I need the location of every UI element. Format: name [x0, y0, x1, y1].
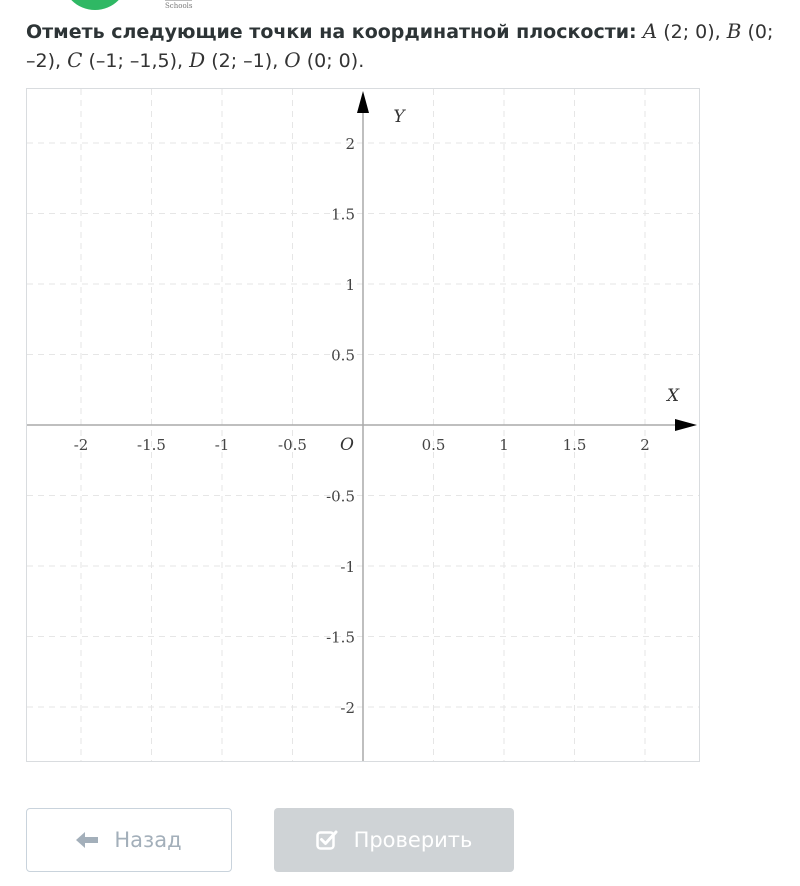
coordinate-plane[interactable]	[26, 88, 700, 762]
y-tick-label: 0.5	[331, 346, 355, 365]
back-button[interactable]	[26, 808, 232, 872]
x-tick-label: 1.5	[562, 436, 587, 454]
check-button-label: Проверить	[353, 828, 473, 852]
task-point-o: O (0; 0)	[284, 48, 359, 72]
y-tick-label: -1.5	[326, 628, 355, 647]
y-tick-label: -2	[340, 699, 355, 717]
coordinate-plane-svg[interactable]	[27, 89, 699, 761]
y-tick-label: 1.5	[331, 205, 355, 224]
x-tick-label: -1.5	[137, 436, 166, 454]
x-tick-label: -2	[73, 436, 89, 454]
y-tick-label: 2	[345, 135, 355, 153]
task-prefix: Отметь следующие точки на координатной плоскости:	[26, 21, 637, 43]
arrow-left-icon	[76, 832, 98, 848]
logo-circle	[62, 0, 128, 10]
back-button-label: Назад	[114, 828, 182, 852]
task-text: Отметь следующие точки на координатной плоскости: A (2; 0), B (0; –2), C (–1; –1,5), D (2; –1), O (0; 0).	[26, 19, 774, 72]
x-tick-label: 2	[640, 436, 650, 454]
y-tick-label: -0.5	[326, 487, 355, 506]
check-square-icon	[316, 829, 338, 851]
y-axis-label: Y	[393, 107, 405, 127]
check-button[interactable]	[274, 808, 514, 872]
x-tick-label: 1	[499, 436, 509, 454]
logo-subtext: Schools	[165, 2, 193, 10]
task-point-b: B (0; –2)	[26, 19, 774, 72]
x-axis-arrow	[675, 419, 697, 431]
y-tick-label: 1	[345, 276, 355, 294]
task-point-a: A (2; 0)	[642, 19, 715, 43]
task-point-d: D (2; –1)	[189, 48, 273, 72]
x-axis-label: X	[666, 386, 680, 406]
x-tick-label: -1	[214, 436, 230, 454]
x-tick-label: 0.5	[421, 436, 446, 454]
x-tick-label: -0.5	[278, 436, 307, 454]
origin-label: O	[340, 435, 354, 455]
task-point-c: C (–1; –1,5)	[67, 48, 178, 72]
y-axis-arrow	[357, 91, 369, 113]
y-tick-label: -1	[340, 558, 355, 576]
